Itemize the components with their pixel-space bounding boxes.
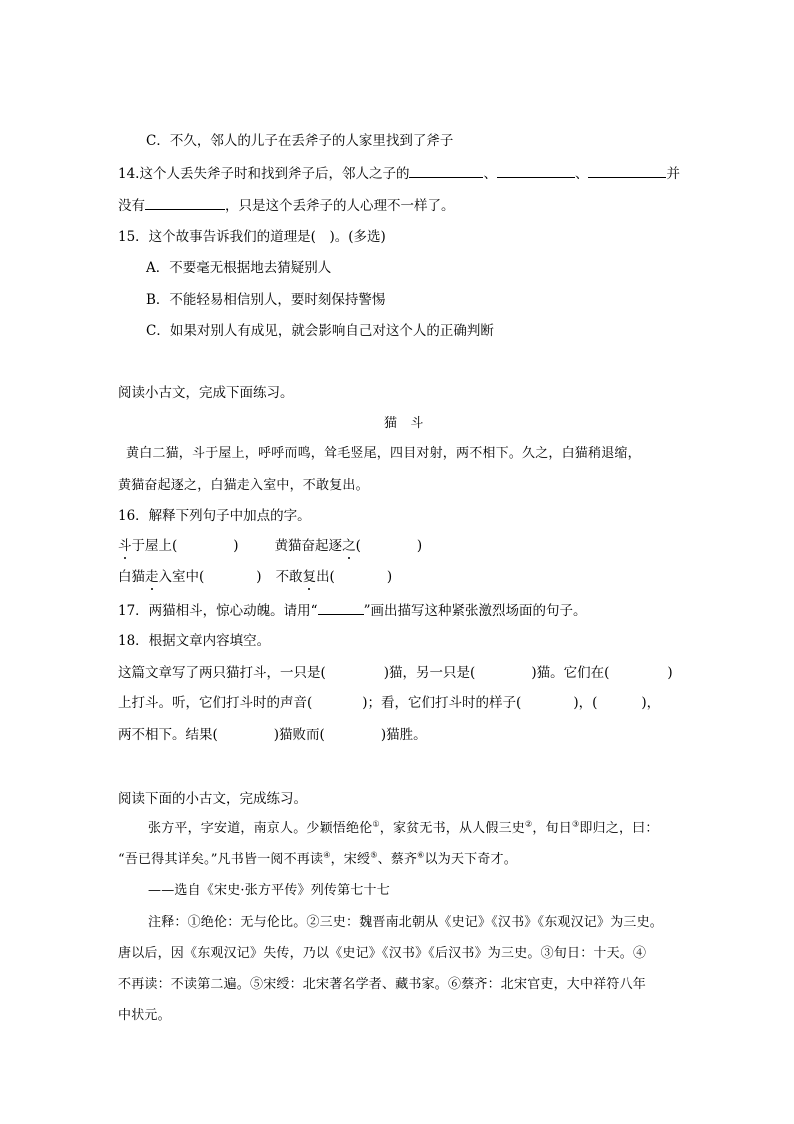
q18-l2d: )， bbox=[641, 695, 661, 711]
q16-row2 bbox=[118, 568, 392, 586]
q16-item1-dotted: 斗 bbox=[118, 538, 132, 554]
passage2-note-line1: 注释：①绝伦：无与伦比。②三史：魏晋南北朝从《史记》《汉书》《东观汉记》为三史。 bbox=[148, 915, 664, 930]
passage1-line1: 黄白二猫，斗于屋上，呼呼而鸣，耸毛竖尾，四目对射，两不相下。久之，白猫稍退缩， bbox=[126, 446, 641, 461]
q18-l3a: 两不相下。结果( bbox=[118, 727, 218, 743]
q15-option-a[interactable]: A．不要毫无根据地去猜疑别人 bbox=[146, 260, 332, 276]
q14-line2-prefix: 没有 bbox=[118, 198, 145, 214]
q16-close: ) bbox=[386, 569, 393, 585]
q17-prefix: 17．两猫相斗，惊心动魄。请用“ bbox=[118, 603, 318, 619]
q16-close: ) bbox=[256, 569, 262, 585]
q14-blank-4[interactable] bbox=[145, 196, 225, 210]
q18-line3 bbox=[118, 726, 427, 744]
q18-line2 bbox=[118, 694, 660, 712]
q15-stem: 15．这个故事告诉我们的道理是( )。(多选) bbox=[118, 229, 386, 245]
passage2-note-line4: 中状元。 bbox=[118, 1008, 171, 1023]
q16-close: ) bbox=[233, 538, 239, 554]
q18-l3b: )猫败而( bbox=[273, 727, 325, 743]
q18-l1d: ) bbox=[667, 665, 673, 681]
q16-item1-post: 于屋上( bbox=[131, 538, 178, 554]
q16-item3-dotted: 走 bbox=[145, 569, 159, 585]
passage1-title: 猫 斗 bbox=[384, 416, 424, 431]
q17-line bbox=[118, 602, 587, 620]
q16-item2-pre: 黄猫奋起逐 bbox=[274, 538, 343, 554]
q16-item2-post: ( bbox=[355, 538, 361, 554]
q18-l1a: 这篇文章写了两只猫打斗，一只是( bbox=[118, 665, 326, 681]
q16-item4-dotted: 复 bbox=[302, 569, 317, 585]
note-ref-5: ⑤ bbox=[370, 850, 378, 860]
q16-item2-dotted: 之 bbox=[342, 538, 356, 554]
q15-option-c[interactable]: C．如果对别人有成见，就会影响自己对这个人的正确判断 bbox=[146, 323, 494, 339]
passage2-l2d: 以为天下奇才。 bbox=[424, 852, 517, 867]
q13-option-c: C．不久，邻人的儿子在丢斧子的人家里找到了斧子 bbox=[146, 133, 454, 149]
q18-stem: 18．根据文章内容填空。 bbox=[118, 633, 271, 649]
passage2-intro: 阅读下面的小古文，完成练习。 bbox=[118, 791, 307, 807]
q17-suffix: ”画出描写这种紧张激烈场面的句子。 bbox=[363, 603, 587, 619]
passage1-line2: 黄猫奋起逐之，白猫走入室中，不敢复出。 bbox=[118, 478, 369, 493]
q18-line1 bbox=[118, 664, 673, 682]
passage2-l2b: ，宋绶 bbox=[330, 852, 371, 867]
q14-line2-suffix: ，只是这个丢斧子的人心理不一样了。 bbox=[225, 198, 455, 214]
q16-row1 bbox=[118, 537, 422, 555]
passage2-note-line3: 不再读：不读第二遍。⑤宋绶：北宋著名学者、藏书家。⑥蔡齐：北宋官吏，大中祥符八年 bbox=[118, 977, 647, 992]
passage2-l2c: 、蔡齐 bbox=[377, 852, 418, 867]
q14-blank-2[interactable] bbox=[497, 164, 575, 178]
note-ref-3: ③ bbox=[571, 819, 580, 829]
q14-line1-prefix: 14.这个人丢失斧子时和找到斧子后，邻人之子的 bbox=[118, 166, 410, 182]
q15-option-b[interactable]: B．不能轻易相信别人，要时刻保持警惕 bbox=[146, 292, 386, 308]
q18-l2c: )，( bbox=[573, 695, 598, 711]
note-ref-4: ④ bbox=[323, 850, 331, 860]
passage2-l1b: ，家贫无书，从人假三史 bbox=[379, 821, 525, 836]
passage2-l1a: 张方平，字安道，南京人。少颖悟绝伦 bbox=[148, 821, 373, 836]
q16-item4-pre: 不敢 bbox=[275, 569, 303, 585]
q18-l1b: )猫，另一只是( bbox=[383, 665, 476, 681]
q14-line1-suffix: 并 bbox=[666, 166, 680, 182]
passage2-l1d: 即归之，曰： bbox=[579, 821, 659, 836]
q14-sep: 、 bbox=[483, 166, 497, 182]
passage2-source: ——选自《宋史·张方平传》列传第七十七 bbox=[148, 883, 390, 898]
q16-stem: 16．解释下列句子中加点的字。 bbox=[118, 508, 311, 524]
q14-blank-3[interactable] bbox=[588, 164, 666, 178]
note-ref-2: ② bbox=[524, 819, 533, 829]
passage2-note-line2: 唐以后，因《东观汉记》失传，乃以《史记》《汉书》《后汉书》为三史。③旬日：十天。④ bbox=[118, 946, 647, 961]
passage2-l2a: “吾已得其详矣。”凡书皆一阅不再读 bbox=[118, 852, 324, 867]
note-ref-1: ① bbox=[372, 819, 380, 829]
q16-item4-post: 出( bbox=[316, 569, 335, 585]
q18-l2b: )；看，它们打斗时的样子( bbox=[362, 695, 522, 711]
passage1-intro: 阅读小古文，完成下面练习。 bbox=[118, 385, 294, 401]
q14-blank-1[interactable] bbox=[409, 164, 483, 178]
q14-line1 bbox=[118, 164, 680, 183]
passage2-l1c: ，旬日 bbox=[532, 821, 572, 836]
q16-close: ) bbox=[416, 538, 423, 554]
passage2-line2 bbox=[118, 851, 517, 869]
q18-l3c: )猫胜。 bbox=[380, 727, 427, 743]
passage2-line1 bbox=[148, 820, 659, 838]
q17-underline-sample bbox=[318, 602, 364, 615]
q16-item3-post: 入室中( bbox=[158, 569, 205, 585]
q14-line2 bbox=[118, 196, 455, 215]
q18-l2a: 上打斗。听，它们打斗时的声音( bbox=[118, 695, 313, 711]
q16-item3-pre: 白猫 bbox=[118, 569, 145, 585]
note-ref-6: ⑥ bbox=[417, 850, 425, 860]
q18-l1c: )猫。它们在( bbox=[531, 665, 610, 681]
q14-sep: 、 bbox=[574, 166, 589, 182]
